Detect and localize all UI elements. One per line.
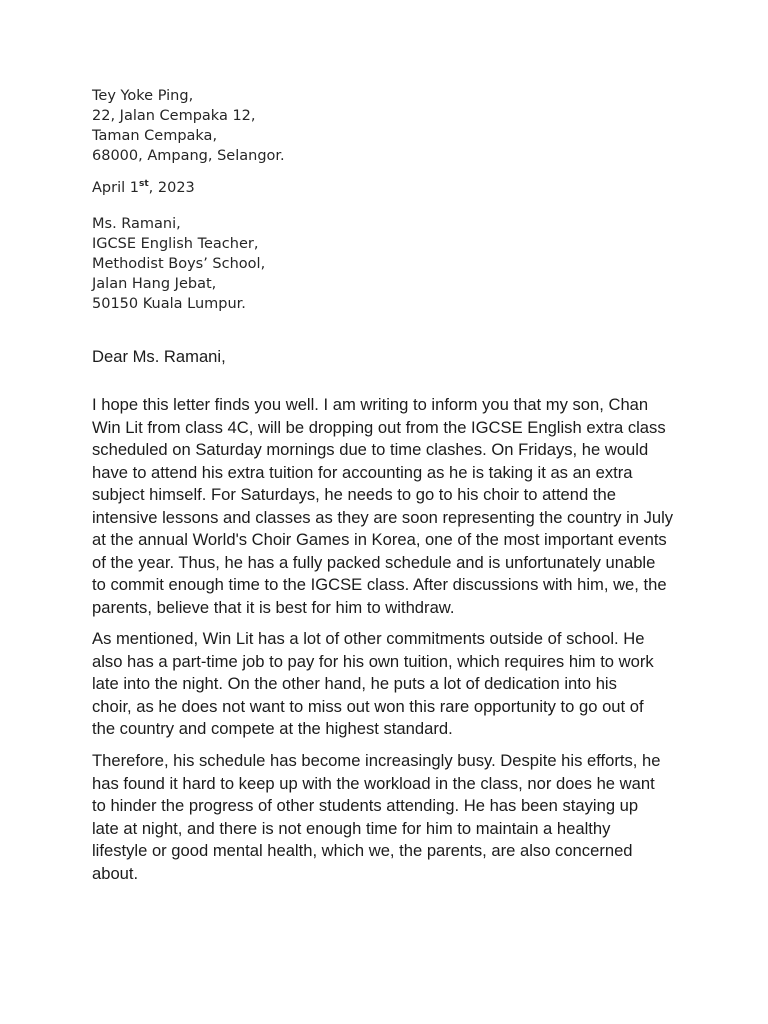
date-rest: , 2023: [148, 180, 195, 196]
paragraph-line: of the year. Thus, he has a fully packed schedule and is unfortunately unable: [92, 552, 656, 572]
recipient-postcode-city: 50150 Kuala Lumpur.: [92, 296, 246, 312]
paragraph-line: parents, believe that it is best for him to withdraw.: [92, 597, 455, 617]
letter-date: [92, 178, 195, 198]
paragraph-line: to commit enough time to the IGCSE class. After discussions with him, we, the: [92, 575, 667, 594]
paragraph-line: subject himself. For Saturdays, he needs to go to his choir to attend the: [92, 485, 616, 504]
date-ordinal-suffix: st: [138, 179, 149, 190]
paragraph-2: [92, 628, 692, 741]
paragraph-3: [92, 750, 692, 885]
paragraph-line: I hope this letter finds you well. I am writing to inform you that my son, Chan: [92, 395, 649, 414]
paragraph-line: As mentioned, Win Lit has a lot of other commitments outside of school. He: [92, 629, 645, 648]
paragraph-line: late at night, and there is not enough time for him to maintain a healthy: [92, 818, 611, 838]
recipient-address: [92, 214, 265, 314]
sender-address: [92, 86, 285, 166]
paragraph-line: choir, as he does not want to miss out won this rare opportunity to go out of: [92, 696, 644, 716]
recipient-street: Jalan Hang Jebat,: [92, 276, 217, 292]
date-prefix: April 1: [92, 180, 139, 196]
paragraph-line: intensive lessons and classes as they are soon representing the country in July: [92, 507, 674, 527]
recipient-school: Methodist Boys’ School,: [92, 256, 266, 272]
paragraph-line: at the annual World's Choir Games in Korea, one of the most important events: [92, 530, 667, 549]
recipient-name: Ms. Ramani,: [92, 216, 181, 232]
paragraph-line: Therefore, his schedule has become increasingly busy. Despite his efforts, he: [92, 751, 661, 770]
paragraph-line: scheduled on Saturday mornings due to time clashes. On Fridays, he would: [92, 440, 649, 459]
sender-name: Tey Yoke Ping,: [92, 88, 194, 104]
sender-street: 22, Jalan Cempaka 12,: [92, 108, 256, 124]
paragraph-line: has found it hard to keep up with the workload in the class, nor does he want: [92, 773, 655, 793]
paragraph-line: Win Lit from class 4C, will be dropping out from the IGCSE English extra class: [92, 417, 666, 437]
paragraph-line: also has a part-time job to pay for his own tuition, which requires him to work: [92, 651, 654, 671]
paragraph-line: late into the night. On the other hand, he puts a lot of dedication into his: [92, 674, 617, 693]
paragraph-line: to hinder the progress of other students attending. He has been staying up: [92, 796, 639, 815]
sender-area: Taman Cempaka,: [92, 128, 218, 144]
paragraph-line: have to attend his extra tuition for accounting as he is taking it as an extra: [92, 462, 633, 482]
paragraph-1: [92, 394, 692, 619]
paragraph-line: lifestyle or good mental health, which we, the parents, are also concerned: [92, 841, 633, 860]
salutation-text: Dear Ms. Ramani,: [92, 347, 226, 366]
salutation: [92, 346, 692, 369]
paragraph-line: about.: [92, 863, 139, 883]
recipient-title: IGCSE English Teacher,: [92, 236, 259, 252]
sender-postcode-city: 68000, Ampang, Selangor.: [92, 148, 285, 164]
paragraph-line: the country and compete at the highest standard.: [92, 719, 453, 738]
